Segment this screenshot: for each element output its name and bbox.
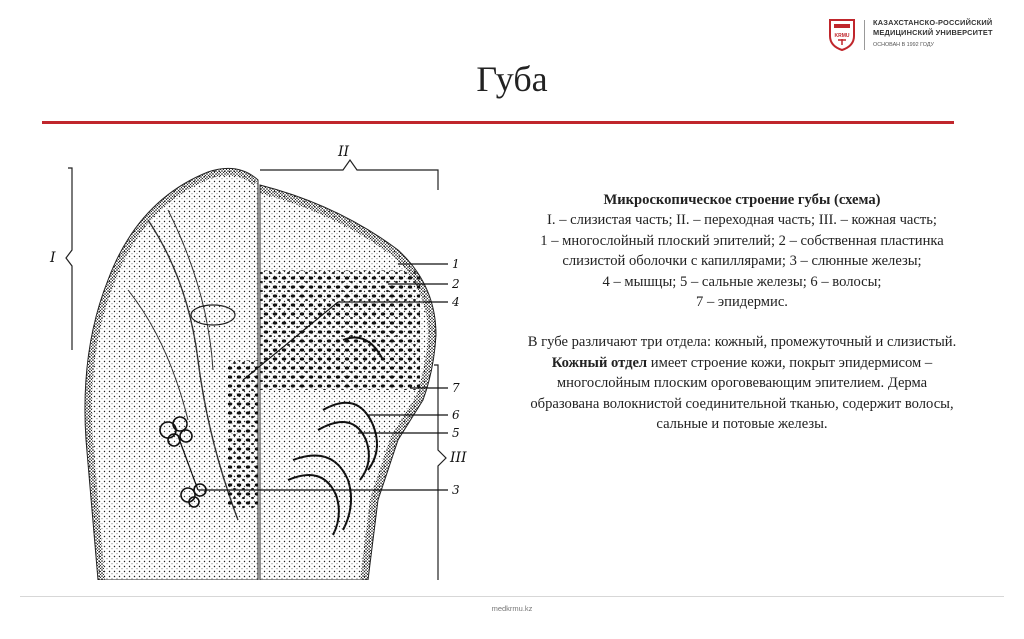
paragraph-line-4: образована волокнистой соединительной тканью, содержит волосы, — [530, 395, 954, 412]
description-heading: Микроскопическое строение губы (схема) — [603, 192, 881, 208]
logo-line-3: ОСНОВАН В 1992 ГОДУ — [873, 42, 934, 48]
label-7: 7 — [452, 381, 460, 395]
label-3: 3 — [452, 483, 460, 497]
legend-line-1: I. – слизистая часть; II. – переходная часть; III. – кожная часть; — [547, 212, 937, 229]
footer-divider — [20, 596, 1004, 597]
label-roman-2: II — [338, 144, 350, 160]
legend-line-2: 1 – многослойный плоский эпителий; 2 – собственная пластинка — [540, 232, 944, 249]
label-5: 5 — [452, 426, 460, 440]
footer-site: medkrmu.kz — [491, 604, 533, 613]
bold-term: Кожный отдел — [551, 354, 648, 371]
paragraph-line-1: В губе различают три отдела: кожный, промежуточный и слизистый. — [527, 334, 957, 351]
description — [482, 190, 1002, 434]
label-roman-1: I — [50, 250, 56, 266]
logo-line-2: МЕДИЦИНСКИЙ УНИВЕРСИТЕТ — [873, 28, 993, 37]
paragraph-line-2 — [482, 353, 1002, 373]
legend-line-5: 7 – эпидермис. — [696, 294, 788, 311]
title-divider — [42, 121, 954, 124]
label-2: 2 — [452, 277, 460, 291]
slide-title: Губа — [476, 59, 548, 99]
label-4: 4 — [452, 295, 460, 309]
lip-histology-figure — [38, 140, 478, 580]
paragraph-gap — [482, 312, 1002, 332]
emblem-text: KRMU — [834, 33, 850, 39]
paragraph-line-5: сальные и потовые железы. — [656, 416, 828, 433]
paragraph-line-2-rest: имеет строение кожи, покрыт эпидермисом – — [647, 354, 933, 371]
right-section — [260, 185, 436, 580]
label-1: 1 — [452, 257, 460, 271]
label-6: 6 — [452, 408, 460, 422]
legend-line-3: слизистой оболочки с капиллярами; 3 – слюнные железы; — [562, 253, 922, 270]
left-section — [85, 168, 258, 580]
logo-text — [873, 18, 993, 50]
legend-line-4: 4 – мышцы; 5 – сальные железы; 6 – волосы; — [602, 273, 882, 290]
paragraph-line-3: многослойным плоским ороговевающим эпителием. Дерма — [556, 375, 928, 392]
label-roman-3: III — [450, 450, 467, 466]
university-logo — [828, 18, 993, 52]
logo-line-1: КАЗАХСТАНСКО-РОССИЙСКИЙ — [873, 18, 993, 27]
shield-emblem-icon — [828, 18, 856, 52]
logo-divider — [864, 20, 865, 50]
